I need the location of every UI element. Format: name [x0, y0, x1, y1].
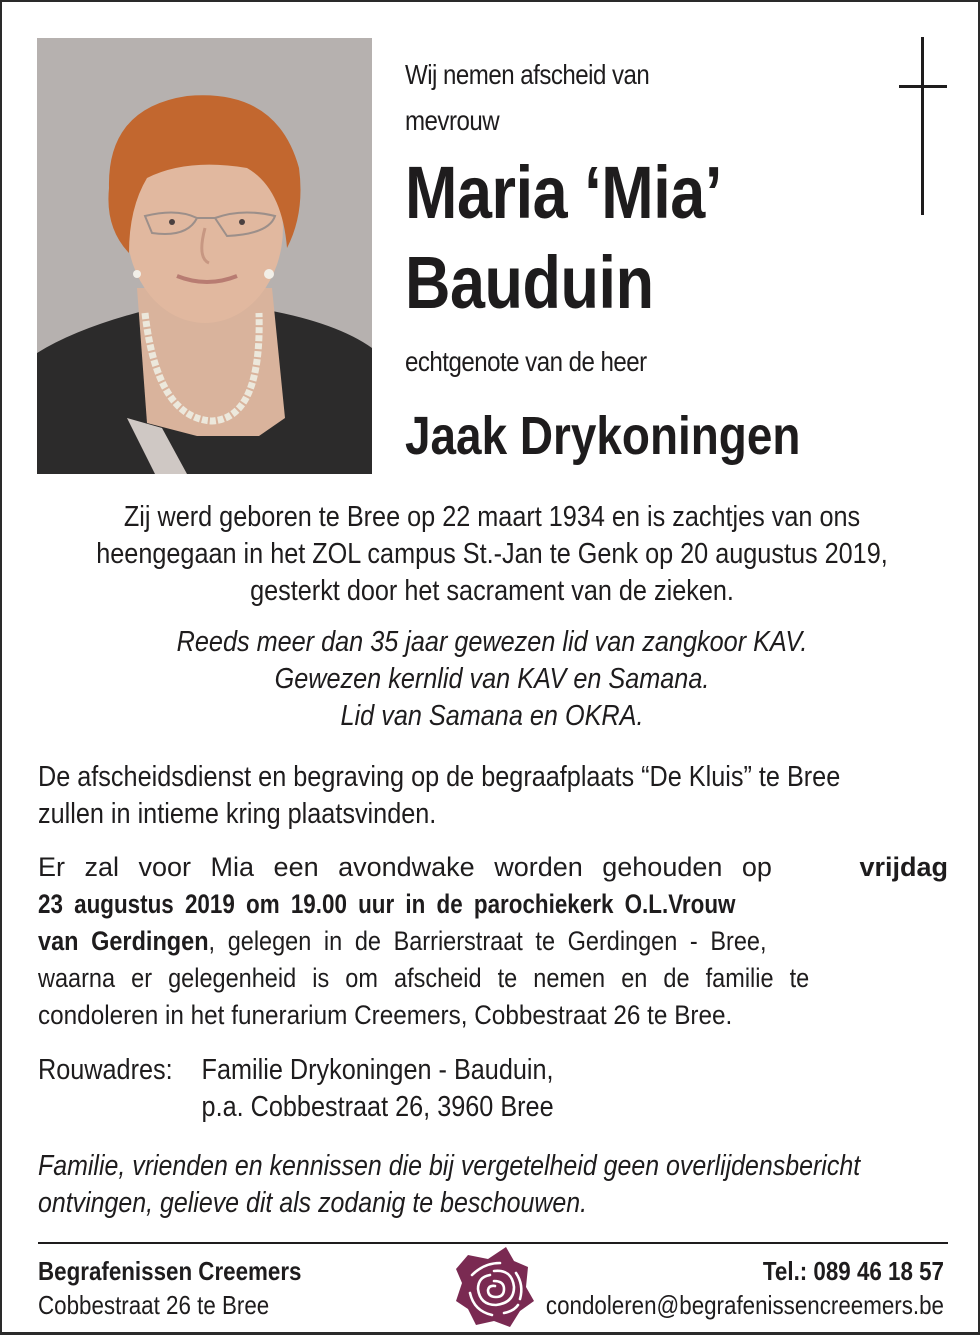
service-paragraph [38, 759, 948, 833]
wake-line-5: condoleren in het funerarium Creemers, Cobbestraat 26 te Bree. [38, 1000, 733, 1030]
birth-line-3: gesterkt door het sacrament van de zieken. [250, 575, 734, 607]
funeral-home-name: Begrafenissen Creemers [38, 1256, 302, 1286]
birth-death-paragraph [32, 499, 952, 610]
wake-line-1-bold: vrijdag [859, 852, 948, 882]
portrait-illustration [37, 38, 372, 474]
address-line-2: p.a. Cobbestraat 26, 3960 Bree [201, 1091, 554, 1123]
wake-line-2 [38, 886, 948, 923]
footer-divider [38, 1242, 948, 1244]
membership-line-3: Lid van Samana en OKRA. [340, 700, 644, 732]
funeral-home-contact [444, 1254, 944, 1322]
spouse-name: Jaak Drykoningen [405, 406, 801, 466]
birth-line-1: Zij werd geboren te Bree op 22 maart 1934 en is zachtjes van ons [123, 501, 861, 533]
intro-text [405, 52, 801, 144]
wake-paragraph [38, 849, 948, 1034]
wake-line-3-regular: , gelegen in de Barrierstraat te Gerdingen - Bree, [208, 926, 767, 956]
memberships-paragraph [32, 624, 952, 735]
birth-line-2: heengegaan in het ZOL campus St.-Jan te Genk op 20 augustus 2019, [96, 538, 888, 570]
address-label: Rouwadres: [38, 1054, 173, 1086]
membership-line-1: Reeds meer dan 35 jaar gewezen lid van zangkoor KAV. [176, 626, 808, 658]
email-address[interactable]: condoleren@begrafenissencreemers.be [545, 1290, 944, 1320]
cross-icon [899, 37, 947, 215]
funeral-home-info [38, 1254, 344, 1322]
wake-line-1 [38, 849, 948, 886]
service-line-1: De afscheidsdienst en begraving op de begraafplaats “De Kluis” te Bree [38, 761, 841, 793]
wake-line-1-regular: Er zal voor Mia een avondwake worden gehouden op [38, 852, 772, 882]
deceased-name-line-2: Bauduin [405, 241, 654, 324]
funeral-home-address: Cobbestraat 26 te Bree [38, 1290, 270, 1320]
notice-line-2: ontvingen, gelieve dit als zodanig te beschouwen. [38, 1187, 588, 1219]
intro-line-2: mevrouw [405, 105, 500, 136]
address-line-1: Familie Drykoningen - Bauduin, [201, 1054, 554, 1086]
deceased-name [405, 148, 881, 328]
deceased-name-line-1: Maria ‘Mia’ [405, 151, 722, 234]
service-line-2: zullen in intieme kring plaatsvinden. [38, 798, 437, 830]
spouse-intro: echtgenote van de heer [405, 346, 647, 377]
intro-line-1: Wij nemen afscheid van [405, 59, 650, 90]
wake-line-3-bold: van Gerdingen [38, 926, 209, 956]
portrait-photo [37, 38, 372, 474]
wake-line-2-bold: 23 augustus 2019 om 19.00 uur in de parochiekerk O.L.Vrouw [38, 889, 736, 919]
wake-line-4: waarna er gelegenheid is om afscheid te nemen en de familie te [38, 963, 810, 993]
notice-line-1: Familie, vrienden en kennissen die bij vergetelheid geen overlijdensbericht [38, 1150, 861, 1182]
phone-number: Tel.: 089 46 18 57 [762, 1256, 944, 1286]
membership-line-2: Gewezen kernlid van KAV en Samana. [274, 663, 710, 695]
mourning-address [38, 1052, 631, 1126]
wake-line-3 [38, 923, 830, 960]
notice-paragraph [38, 1148, 980, 1222]
